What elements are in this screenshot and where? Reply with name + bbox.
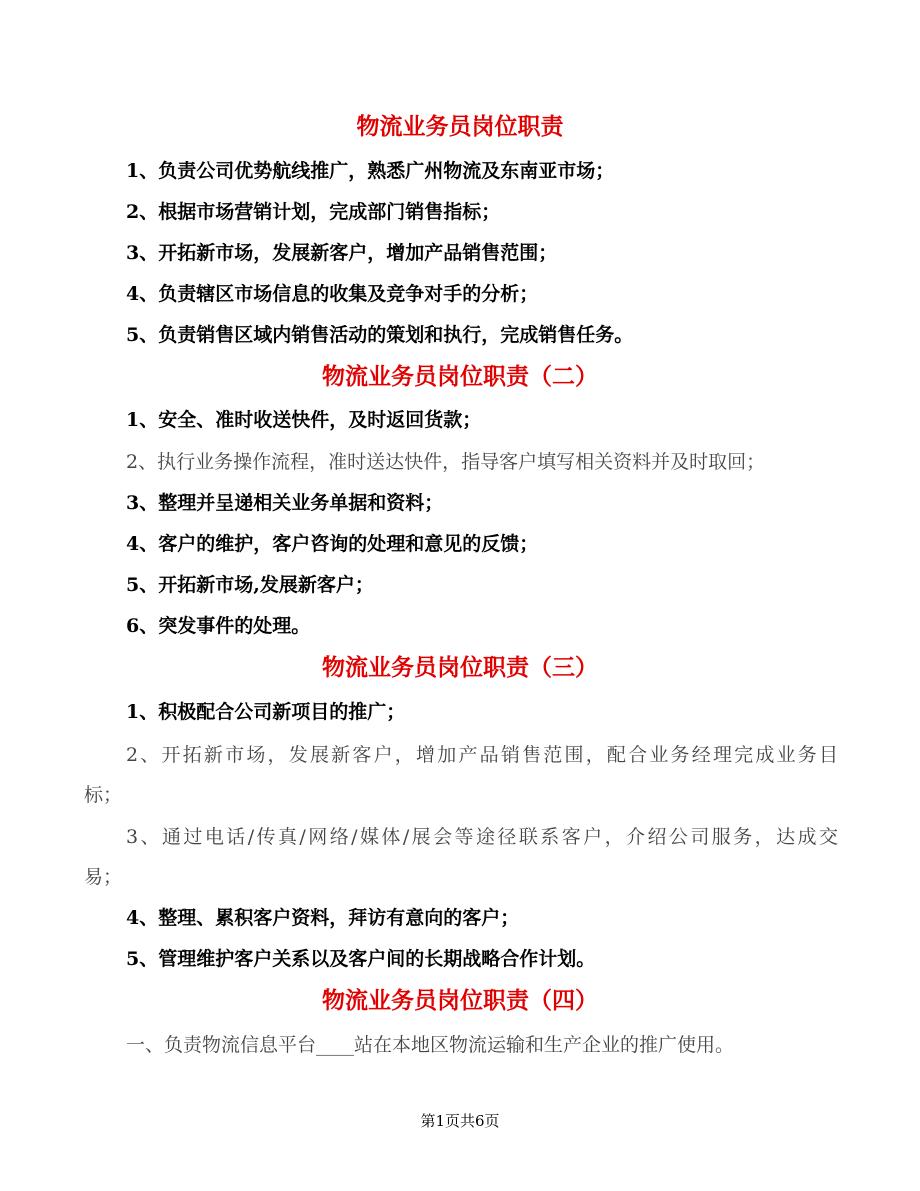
section-1-item-2: 2、根据市场营销计划，完成部门销售指标；: [126, 201, 501, 223]
section-1-item-5: 5、负责销售区域内销售活动的策划和执行，完成销售任务。: [126, 324, 634, 346]
section-3-item-1: 1、积极配合公司新项目的推广；: [126, 701, 406, 723]
section-3-item-4: 4、整理、累积客户资料，拜访有意向的客户；: [126, 907, 520, 929]
section-2-item-1: 1、安全、准时收送快件，及时返回货款；: [126, 409, 482, 431]
section-3-item-3-line-2: 易；: [84, 866, 123, 888]
section-4-heading: 物流业务员岗位职责（四）: [322, 987, 598, 1014]
section-2-item-6: 6、突发事件的处理。: [126, 615, 311, 637]
section-1-heading: 物流业务员岗位职责: [356, 113, 564, 140]
section-4-item-1: 一、负责物流信息平台____站在本地区物流运输和生产企业的推广使用。: [126, 1034, 735, 1056]
section-3-heading: 物流业务员岗位职责（三）: [322, 654, 598, 681]
section-1-item-4: 4、负责辖区市场信息的收集及竞争对手的分析；: [126, 283, 539, 305]
section-3-item-5: 5、管理维护客户关系以及客户间的长期战略合作计划。: [126, 948, 596, 970]
section-2-item-5: 5、开拓新市场,发展新客户；: [126, 574, 374, 596]
page-footer: 第1页共6页: [420, 1112, 500, 1130]
section-2-heading: 物流业务员岗位职责（二）: [322, 363, 598, 390]
section-1-item-3: 3、开拓新市场，发展新客户，增加产品销售范围；: [126, 242, 558, 264]
section-3-item-3-line-1: 3、通过电话/传真/网络/媒体/展会等途径联系客户，介绍公司服务，达成交: [126, 826, 838, 848]
section-1-item-1: 1、负责公司优势航线推广，熟悉广州物流及东南亚市场；: [126, 160, 615, 182]
section-2-item-3: 3、整理并呈递相关业务单据和资料；: [126, 492, 444, 514]
section-2-item-2: 2、执行业务操作流程，准时送达快件，指导客户填写相关资料并及时取回；: [126, 451, 766, 473]
section-3-item-2-line-2: 标；: [84, 784, 123, 806]
section-3-item-2-line-1: 2、开拓新市场，发展新客户，增加产品销售范围，配合业务经理完成业务目: [126, 744, 838, 766]
section-2-item-4: 4、客户的维护，客户咨询的处理和意见的反馈；: [126, 533, 539, 555]
